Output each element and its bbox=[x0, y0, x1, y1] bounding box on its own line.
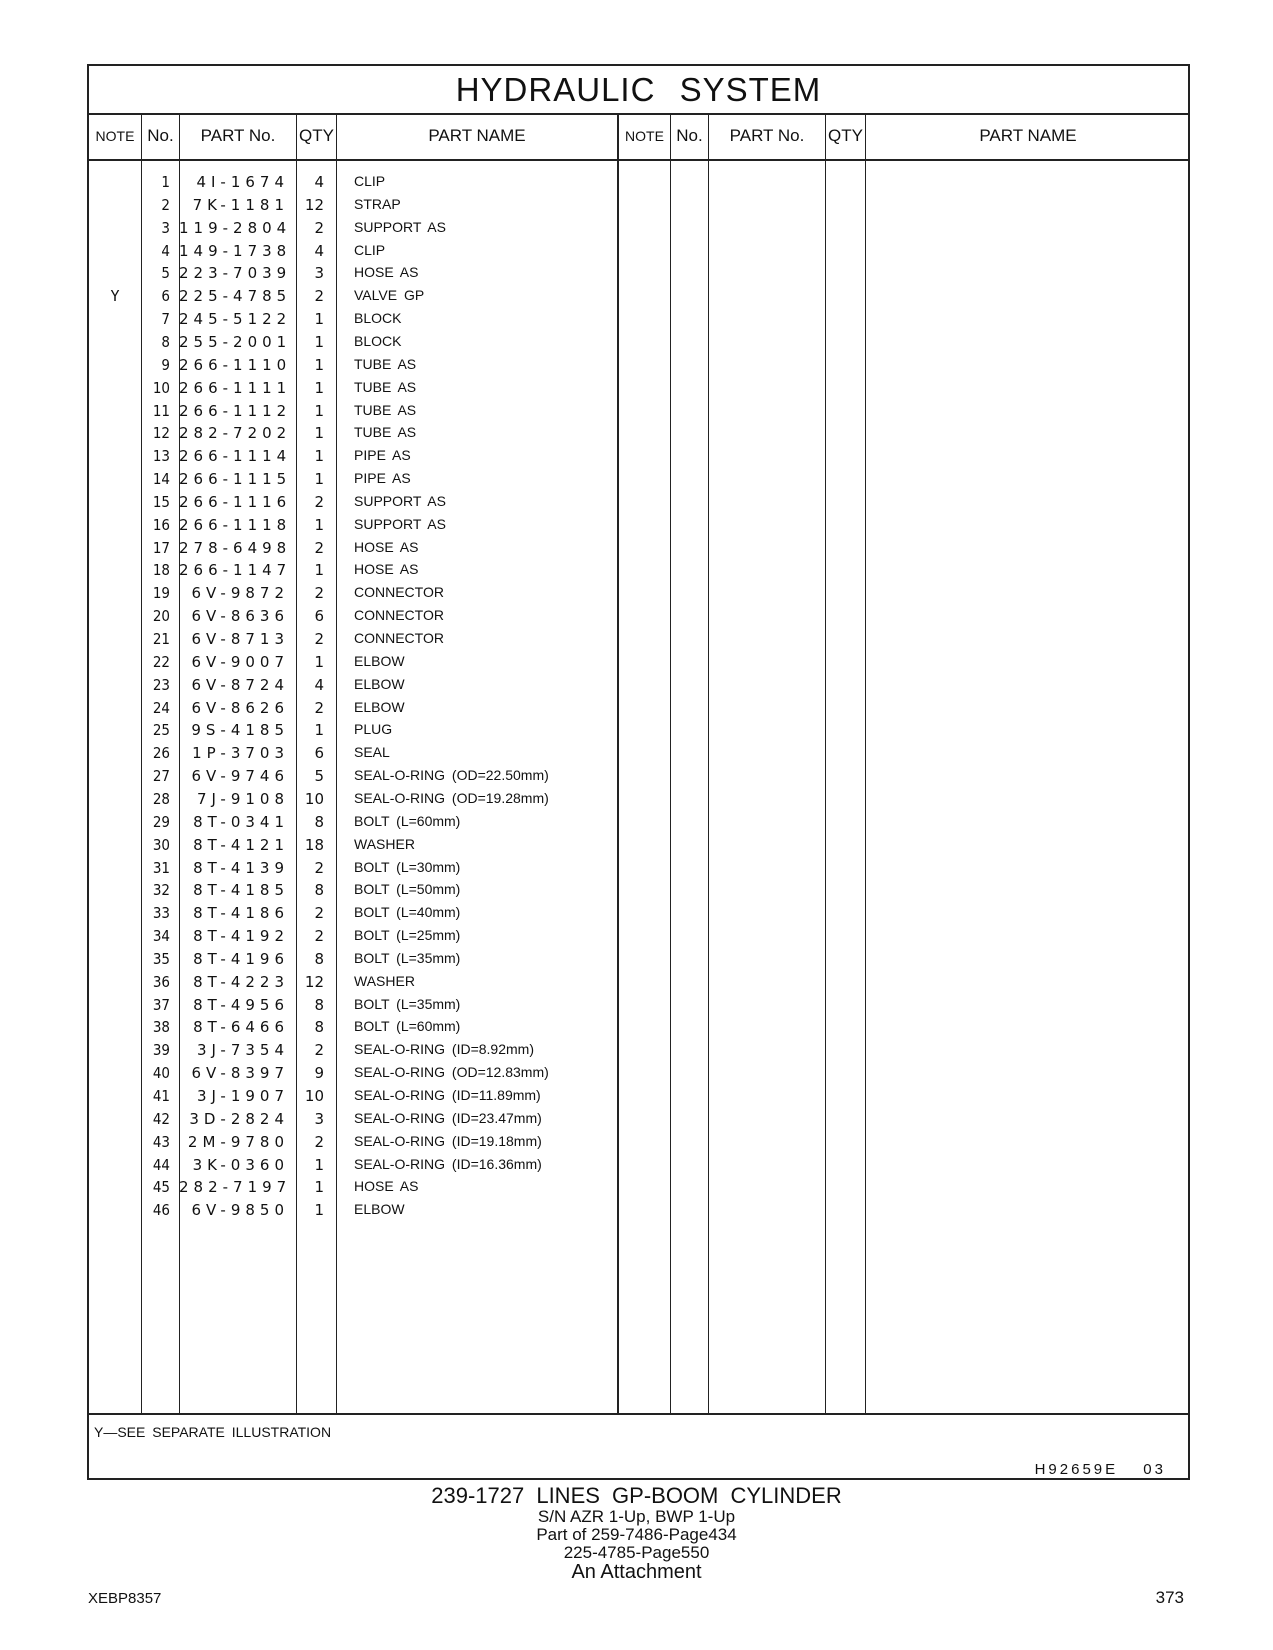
item-number-cell: 16 bbox=[152, 515, 170, 534]
part-number-cell: 8T-4121 bbox=[193, 835, 289, 854]
table-row bbox=[89, 834, 1188, 857]
quantity-cell: 10 bbox=[304, 789, 324, 808]
table-row bbox=[89, 285, 1188, 308]
table-row bbox=[89, 1085, 1188, 1108]
part-name-cell: SEAL-O-RING (ID=16.36mm) bbox=[354, 1155, 542, 1172]
part-name-cell: BOLT (L=60mm) bbox=[354, 1018, 461, 1035]
part-name-cell: BLOCK bbox=[354, 332, 402, 349]
part-name-cell: PIPE AS bbox=[354, 470, 411, 487]
table-row bbox=[89, 559, 1188, 582]
item-number-cell: 15 bbox=[152, 492, 170, 511]
quantity-cell: 8 bbox=[314, 949, 324, 968]
item-number-cell: 32 bbox=[152, 881, 170, 900]
part-name-cell: SEAL bbox=[354, 744, 390, 761]
document-id: XEBP8357 bbox=[88, 1590, 162, 1607]
quantity-cell: 1 bbox=[314, 378, 324, 397]
part-name-cell: BOLT (L=40mm) bbox=[354, 904, 461, 921]
item-number-cell: 24 bbox=[152, 698, 170, 717]
part-number-cell: 266-1116 bbox=[179, 492, 292, 511]
item-number-cell: 21 bbox=[152, 630, 170, 648]
part-name-cell: SUPPORT AS bbox=[354, 218, 446, 235]
part-number-cell: 266-1111 bbox=[179, 378, 292, 397]
table-row bbox=[89, 217, 1188, 240]
item-number-cell: 39 bbox=[152, 1041, 170, 1060]
part-name-cell: CLIP bbox=[354, 241, 386, 258]
note-cell: Y bbox=[110, 287, 120, 306]
item-number-cell: 35 bbox=[152, 949, 170, 968]
quantity-cell: 4 bbox=[314, 675, 324, 694]
part-number-cell: 3K-0360 bbox=[192, 1155, 289, 1174]
quantity-cell: 2 bbox=[314, 630, 324, 648]
table-row bbox=[89, 811, 1188, 834]
header-qty-right: QTY bbox=[828, 126, 863, 145]
quantity-cell: 2 bbox=[314, 698, 324, 717]
item-number-cell: 23 bbox=[152, 675, 170, 694]
part-name-cell: TUBE AS bbox=[354, 401, 417, 418]
item-number-cell: 19 bbox=[152, 584, 170, 603]
quantity-cell: 2 bbox=[314, 1132, 324, 1151]
quantity-cell: 2 bbox=[314, 492, 324, 511]
quantity-cell: 1 bbox=[314, 470, 324, 489]
table-row bbox=[89, 308, 1188, 331]
part-name-cell: STRAP bbox=[354, 195, 401, 212]
part-number-cell: 6V-9872 bbox=[191, 584, 289, 603]
part-name-cell: CLIP bbox=[354, 173, 386, 189]
item-number-cell: 45 bbox=[152, 1178, 170, 1197]
table-row bbox=[89, 354, 1188, 377]
item-number-cell: 13 bbox=[152, 447, 170, 466]
quantity-cell: 1 bbox=[314, 1178, 324, 1197]
quantity-cell: 2 bbox=[314, 287, 324, 306]
page-number: 373 bbox=[1155, 1588, 1184, 1607]
part-number-cell: 266-1110 bbox=[179, 355, 292, 374]
item-number-cell: 41 bbox=[152, 1087, 170, 1105]
table-row bbox=[89, 582, 1188, 605]
part-number-cell: 266-1147 bbox=[179, 561, 292, 580]
part-number-cell: 6V-8626 bbox=[191, 698, 289, 717]
item-number-cell: 20 bbox=[152, 607, 170, 626]
part-name-cell: HOSE AS bbox=[354, 561, 419, 578]
part-number-cell: 8T-0341 bbox=[193, 812, 289, 831]
group-title: 239-1727 LINES GP-BOOM CYLINDER bbox=[431, 1483, 842, 1508]
quantity-cell: 8 bbox=[314, 995, 324, 1014]
part-number-cell: 255-2001 bbox=[179, 332, 292, 351]
quantity-cell: 2 bbox=[314, 584, 324, 603]
part-name-cell: BOLT (L=60mm) bbox=[354, 812, 461, 829]
quantity-cell: 4 bbox=[314, 173, 324, 191]
quantity-cell: 1 bbox=[314, 355, 324, 374]
part-number-cell: 6V-9746 bbox=[191, 767, 289, 786]
quantity-cell: 2 bbox=[314, 218, 324, 237]
part-name-cell: SUPPORT AS bbox=[354, 492, 446, 509]
item-number-cell: 5 bbox=[161, 264, 170, 283]
table-row bbox=[89, 491, 1188, 514]
part-number-cell: 6V-8724 bbox=[191, 675, 289, 694]
quantity-cell: 2 bbox=[314, 927, 324, 946]
table-row bbox=[89, 1154, 1188, 1177]
part-name-cell: TUBE AS bbox=[354, 355, 417, 372]
parts-table-frame bbox=[87, 64, 1190, 1480]
part-number-cell: 266-1115 bbox=[179, 470, 292, 489]
item-number-cell: 1 bbox=[161, 173, 170, 191]
header-no-left: No. bbox=[147, 126, 174, 145]
table-row bbox=[89, 171, 1188, 194]
part-name-cell: ELBOW bbox=[354, 1201, 405, 1218]
item-number-cell: 17 bbox=[152, 538, 170, 557]
quantity-cell: 1 bbox=[314, 561, 324, 580]
header-qty-left: QTY bbox=[299, 126, 334, 145]
part-number-cell: 8T-4139 bbox=[193, 858, 289, 877]
serial-range: S/N AZR 1-Up, BWP 1-Up bbox=[537, 1507, 736, 1526]
item-number-cell: 6 bbox=[161, 287, 170, 306]
table-row bbox=[89, 1108, 1188, 1131]
table-row bbox=[89, 1062, 1188, 1085]
item-number-cell: 2 bbox=[161, 195, 170, 214]
part-name-cell: PLUG bbox=[354, 721, 393, 738]
quantity-cell: 4 bbox=[314, 241, 324, 260]
part-name-cell: BOLT (L=35mm) bbox=[354, 949, 461, 966]
table-row bbox=[89, 948, 1188, 971]
part-name-cell: SEAL-O-RING (ID=11.89mm) bbox=[354, 1087, 541, 1103]
part-number-cell: 8T-4186 bbox=[193, 904, 289, 923]
part-number-cell: 6V-8713 bbox=[191, 630, 289, 648]
quantity-cell: 6 bbox=[314, 744, 324, 763]
item-number-cell: 12 bbox=[152, 424, 170, 443]
table-row bbox=[89, 400, 1188, 423]
quantity-cell: 2 bbox=[314, 1041, 324, 1060]
parent-reference: Part of 259-7486-Page434 bbox=[536, 1525, 737, 1544]
table-row bbox=[89, 651, 1188, 674]
part-name-cell: SEAL-O-RING (ID=8.92mm) bbox=[354, 1041, 534, 1058]
item-number-cell: 25 bbox=[152, 721, 170, 740]
part-number-cell: 3J-7354 bbox=[196, 1041, 289, 1060]
part-number-cell: 6V-9850 bbox=[191, 1201, 289, 1220]
quantity-cell: 1 bbox=[314, 424, 324, 443]
header-no-right: No. bbox=[676, 126, 703, 145]
part-number-cell: 225-4785 bbox=[179, 287, 292, 306]
item-number-cell: 34 bbox=[152, 927, 170, 946]
table-row bbox=[89, 514, 1188, 537]
header-part-no-right: PART No. bbox=[729, 126, 805, 145]
part-name-cell: BLOCK bbox=[354, 310, 402, 327]
part-name-cell: BOLT (L=25mm) bbox=[354, 927, 461, 944]
part-number-cell: 7J-9108 bbox=[196, 789, 289, 808]
table-row bbox=[89, 742, 1188, 765]
part-name-cell: ELBOW bbox=[354, 652, 405, 669]
table-header bbox=[89, 113, 1188, 161]
part-name-cell: BOLT (L=35mm) bbox=[354, 995, 461, 1012]
table-row bbox=[89, 765, 1188, 788]
part-name-cell: VALVE GP bbox=[354, 287, 425, 304]
item-number-cell: 7 bbox=[161, 310, 170, 329]
section-title: HYDRAULIC SYSTEM bbox=[89, 66, 1188, 115]
table-row bbox=[89, 445, 1188, 468]
part-number-cell: 6V-8397 bbox=[191, 1064, 289, 1083]
quantity-cell: 2 bbox=[314, 538, 324, 557]
part-name-cell: WASHER bbox=[354, 835, 415, 852]
item-number-cell: 44 bbox=[152, 1155, 170, 1174]
quantity-cell: 1 bbox=[314, 401, 324, 420]
part-name-cell: SEAL-O-RING (ID=19.18mm) bbox=[354, 1132, 542, 1149]
table-row bbox=[89, 1199, 1188, 1222]
table-row bbox=[89, 331, 1188, 354]
quantity-cell: 1 bbox=[314, 1155, 324, 1174]
part-number-cell: 8T-4956 bbox=[193, 995, 289, 1014]
table-row bbox=[89, 1039, 1188, 1062]
quantity-cell: 3 bbox=[314, 1109, 324, 1128]
part-name-cell: BOLT (L=50mm) bbox=[354, 881, 461, 898]
header-note-right: NOTE bbox=[625, 128, 664, 144]
table-row bbox=[89, 422, 1188, 445]
attachment-note: An Attachment bbox=[571, 1561, 702, 1583]
item-number-cell: 31 bbox=[152, 858, 170, 877]
quantity-cell: 1 bbox=[314, 447, 324, 466]
part-name-cell: BOLT (L=30mm) bbox=[354, 858, 461, 875]
part-number-cell: 8T-4223 bbox=[193, 972, 289, 991]
item-number-cell: 4 bbox=[161, 241, 170, 260]
part-name-cell: CONNECTOR bbox=[354, 607, 444, 624]
quantity-cell: 9 bbox=[314, 1064, 324, 1083]
quantity-cell: 6 bbox=[314, 607, 324, 626]
part-number-cell: 119-2804 bbox=[179, 218, 292, 237]
part-number-cell: 266-1114 bbox=[179, 447, 292, 466]
item-number-cell: 46 bbox=[152, 1201, 170, 1220]
quantity-cell: 18 bbox=[304, 835, 324, 854]
part-name-cell: WASHER bbox=[354, 972, 415, 989]
illustration-code: H92659E 03 bbox=[1034, 1461, 1166, 1478]
item-number-cell: 29 bbox=[152, 812, 170, 831]
part-number-cell: 8T-4185 bbox=[193, 881, 289, 900]
item-number-cell: 37 bbox=[152, 995, 170, 1014]
quantity-cell: 1 bbox=[314, 721, 324, 740]
quantity-cell: 2 bbox=[314, 904, 324, 923]
part-name-cell: SEAL-O-RING (OD=22.50mm) bbox=[354, 767, 549, 784]
part-number-cell: 6V-9007 bbox=[191, 652, 289, 671]
part-number-cell: 266-1112 bbox=[179, 401, 292, 420]
item-number-cell: 11 bbox=[152, 401, 170, 420]
table-row bbox=[89, 194, 1188, 217]
part-number-cell: 282-7197 bbox=[179, 1178, 292, 1197]
quantity-cell: 8 bbox=[314, 1018, 324, 1037]
part-number-cell: 2M-9780 bbox=[187, 1132, 289, 1151]
header-note-left: NOTE bbox=[95, 128, 135, 144]
part-number-cell: 3D-2824 bbox=[189, 1109, 289, 1128]
table-row bbox=[89, 902, 1188, 925]
item-number-cell: 38 bbox=[152, 1018, 170, 1037]
part-number-cell: 266-1118 bbox=[179, 515, 292, 534]
table-row bbox=[89, 605, 1188, 628]
quantity-cell: 1 bbox=[314, 310, 324, 329]
part-name-cell: ELBOW bbox=[354, 675, 405, 692]
item-number-cell: 43 bbox=[152, 1132, 170, 1151]
part-number-cell: 282-7202 bbox=[179, 424, 292, 443]
part-name-cell: SUPPORT AS bbox=[354, 515, 446, 532]
part-name-cell: PIPE AS bbox=[354, 447, 411, 464]
part-number-cell: 7K-1181 bbox=[192, 195, 289, 214]
table-row bbox=[89, 994, 1188, 1017]
table-row bbox=[89, 857, 1188, 880]
table-row bbox=[89, 377, 1188, 400]
quantity-cell: 8 bbox=[314, 812, 324, 831]
part-number-cell: 149-1738 bbox=[179, 241, 292, 260]
header-part-no-left: PART No. bbox=[200, 126, 276, 145]
table-row bbox=[89, 719, 1188, 742]
part-number-cell: 223-7039 bbox=[179, 264, 292, 283]
table-row bbox=[89, 1016, 1188, 1039]
item-number-cell: 33 bbox=[152, 904, 170, 923]
quantity-cell: 2 bbox=[314, 858, 324, 877]
item-number-cell: 28 bbox=[152, 789, 170, 808]
legend-note: Y—SEE SEPARATE ILLUSTRATION bbox=[94, 1424, 332, 1440]
quantity-cell: 1 bbox=[314, 515, 324, 534]
quantity-cell: 3 bbox=[314, 264, 324, 283]
part-name-cell: SEAL-O-RING (ID=23.47mm) bbox=[354, 1109, 542, 1126]
table-row bbox=[89, 1131, 1188, 1154]
table-row bbox=[89, 879, 1188, 902]
part-name-cell: SEAL-O-RING (OD=12.83mm) bbox=[354, 1064, 549, 1081]
part-name-cell: ELBOW bbox=[354, 698, 405, 715]
table-row bbox=[89, 925, 1188, 948]
quantity-cell: 1 bbox=[314, 1201, 324, 1220]
header-part-name-right: PART NAME bbox=[979, 126, 1077, 145]
part-name-cell: HOSE AS bbox=[354, 1178, 419, 1195]
table-row bbox=[89, 537, 1188, 560]
part-name-cell: HOSE AS bbox=[354, 264, 419, 281]
table-row bbox=[89, 788, 1188, 811]
table-row bbox=[89, 628, 1188, 651]
quantity-cell: 1 bbox=[314, 652, 324, 671]
item-number-cell: 3 bbox=[161, 218, 170, 237]
part-number-cell: 8T-6466 bbox=[193, 1018, 289, 1037]
item-number-cell: 40 bbox=[152, 1064, 170, 1083]
part-number-cell: 8T-4196 bbox=[193, 949, 289, 968]
table-row bbox=[89, 262, 1188, 285]
item-number-cell: 10 bbox=[152, 378, 170, 397]
table-row bbox=[89, 697, 1188, 720]
item-number-cell: 42 bbox=[152, 1109, 170, 1128]
item-number-cell: 18 bbox=[152, 561, 170, 580]
item-number-cell: 27 bbox=[152, 767, 170, 786]
part-number-cell: 9S-4185 bbox=[191, 721, 289, 740]
quantity-cell: 12 bbox=[304, 195, 324, 214]
table-row bbox=[89, 674, 1188, 697]
part-number-cell: 8T-4192 bbox=[193, 927, 289, 946]
table-row bbox=[89, 240, 1188, 263]
table-body-bottom-rule bbox=[89, 1413, 1188, 1415]
quantity-cell: 1 bbox=[314, 332, 324, 351]
item-number-cell: 22 bbox=[152, 652, 170, 671]
part-name-cell: CONNECTOR bbox=[354, 630, 444, 646]
quantity-cell: 5 bbox=[314, 767, 324, 786]
part-number-cell: 1P-3703 bbox=[192, 744, 289, 763]
item-number-cell: 9 bbox=[161, 355, 170, 374]
item-number-cell: 14 bbox=[152, 470, 170, 489]
part-name-cell: SEAL-O-RING (OD=19.28mm) bbox=[354, 789, 549, 806]
part-number-cell: 245-5122 bbox=[179, 310, 292, 329]
quantity-cell: 12 bbox=[304, 972, 324, 991]
part-name-cell: TUBE AS bbox=[354, 378, 417, 395]
header-part-name-left: PART NAME bbox=[428, 126, 526, 145]
part-number-cell: 4I-1674 bbox=[196, 173, 289, 191]
table-row bbox=[89, 971, 1188, 994]
quantity-cell: 10 bbox=[304, 1087, 324, 1105]
part-name-cell: CONNECTOR bbox=[354, 584, 444, 601]
item-number-cell: 8 bbox=[161, 332, 170, 351]
item-number-cell: 30 bbox=[152, 835, 170, 854]
cross-reference: 225-4785-Page550 bbox=[563, 1543, 710, 1562]
item-number-cell: 26 bbox=[152, 744, 170, 763]
part-number-cell: 3J-1907 bbox=[196, 1087, 289, 1105]
part-number-cell: 278-6498 bbox=[179, 538, 292, 557]
item-number-cell: 36 bbox=[152, 972, 170, 991]
part-name-cell: HOSE AS bbox=[354, 538, 419, 555]
table-row bbox=[89, 1176, 1188, 1199]
quantity-cell: 8 bbox=[314, 881, 324, 900]
part-number-cell: 6V-8636 bbox=[191, 607, 289, 626]
part-name-cell: TUBE AS bbox=[354, 424, 417, 441]
table-row bbox=[89, 468, 1188, 491]
